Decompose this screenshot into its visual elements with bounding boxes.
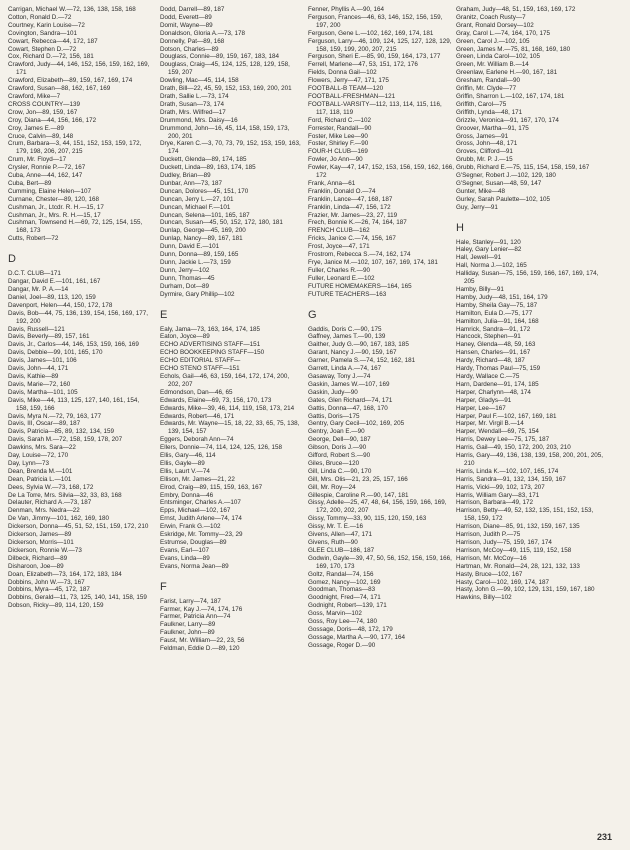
index-entry: Doan, Elizabeth—73, 164, 172, 183, 184 [8,570,122,578]
index-entry: Crawford, Susan—88, 162, 167, 169 [8,85,111,93]
index-entry: Gaddis, Doris C.—90, 175 [308,325,382,333]
index-entry: Grant, Ronald Dorsey—102 [456,21,534,29]
index-entry: Davis, Russell—121 [8,325,65,333]
index-entry: Durham, Dot—89 [160,282,209,290]
index-entry: Dobbins, Myra—45, 172, 187 [8,586,90,594]
index-entry: Gray, Carol L.—74, 164, 170, 175 [456,29,551,37]
index-entry: FOOTBALL-B TEAM—120 [308,85,384,93]
index-entry: Haney, Glenda—48, 59, 163 [456,341,536,349]
index-entry: Ellis, Gary—46, 114 [160,452,216,460]
index-entry: Harper, Gladys—91 [456,396,512,404]
index-entry: Garant, Nancy J.—90, 159, 167 [308,349,397,357]
index-entry: Dawkins, Mrs. Sara—22 [8,444,76,452]
index-entry: Drath, Mrs. Wilfred—17 [160,108,226,116]
index-entry: Franklin, Linda—47, 156, 172 [308,203,391,211]
index-entry: Dotson, Charles—89 [160,45,219,53]
index-entry: Gates, Glen Richard—74, 171 [308,396,393,404]
index-entry: Grubb, Mr. P. J.—15 [456,156,513,164]
index-entry: Davis, Debbie—99, 101, 165, 170 [8,349,103,357]
index-entry: Garrett, Linda A.—74, 167 [308,365,382,373]
index-entry: Ealy, Jama—73, 163, 164, 174, 185 [160,325,260,333]
index-entry: Dunn, Donna—89, 159, 165 [160,251,239,259]
index-entry: Harper, Paul F.—102, 167, 169, 181 [456,412,557,420]
index-entry: Griffin, Mr. Clyde—77 [456,85,517,93]
index-entry: Harris, Linda K.—102, 107, 165, 174 [456,467,559,475]
index-entry: Goss, Roy Lee—74, 180 [308,618,377,626]
index-entry: Gurley, Sarah Paulette—102, 105 [456,195,551,203]
index-entry: Gossage, Martha A.—90, 177, 164 [308,633,405,641]
index-entry: Gossage, Doris—48, 172, 179 [308,625,393,633]
index-entry: Cowart, Stephen D.—72 [8,45,77,53]
index-entry: Evans, Linda—89 [160,554,210,562]
section-letter-heading: H [456,221,464,234]
index-entry: Eggers, Deborah Ann—74 [160,436,234,444]
index-entry: Hamrick, Sandra—91, 172 [456,325,531,333]
index-entry: Cumming, Elaine Helen—107 [8,187,91,195]
index-entry: FOOTBALL-VARSITY—112, 113, 114, 115, 116, 117, 118, 119 [308,100,442,116]
index-entry: Harris, Gary—49, 136, 138, 139, 158, 200, 201, 205, 210 [456,452,604,467]
index-entry: CROSS COUNTRY—139 [8,100,80,108]
index-entry: Hancock, Stephen—91 [456,333,521,341]
index-entry: Curnane, Chester—89, 120, 168 [8,195,100,203]
index-entry: Gossage, Roger D.—90 [308,641,376,649]
index-entry: Gill, Mr. Roy—24 [308,483,356,491]
index-entry: Frech, Bonnie K.—26, 74, 164, 187 [308,219,407,227]
index-entry: Drye, Karen C.—3, 70, 73, 79, 152, 153, 159, 163, 174 [160,140,301,156]
index-entry: Dickerson, Donna—45, 51, 52, 151, 159, 172, 210 [8,523,149,531]
index-entry: Griffin, Sharron L.—102, 167, 174, 181 [456,92,565,100]
index-entry: Ellison, Mr. James—21, 22 [160,475,235,483]
index-entry: Dodd, Everett—89 [160,13,212,21]
index-entry: George, Dell—90, 187 [308,436,371,444]
index-entry: Gattis, Doris—175 [308,412,360,420]
section-letter-heading: E [160,308,168,321]
index-entry: Day, Lynn—73 [8,459,49,467]
index-entry: Croy, James E.—89 [8,124,64,132]
index-entry: Hansen, Charles—91, 167 [456,349,531,357]
index-entry: Drath, Bill—22, 45, 59, 152, 153, 169, 200, 201 [160,85,292,93]
index-entry: Grubb, Richard E.—75, 115, 154, 158, 159, 167 [456,164,590,172]
index-entry: Davis, Bob—44, 75, 136, 139, 154, 156, 169, 177, 192, 200 [8,309,149,325]
index-entry: Douglass, Craig—45, 124, 125, 128, 129, 158, 159, 207 [160,61,290,77]
index-entry: Crow, Jon—89, 159, 167 [8,108,78,116]
index-entry: Edwards, Mr. Wayne—15, 18, 22, 33, 65, 75, 138, 139, 154, 157 [160,420,300,436]
index-entry: Crysler, Ronnie P.—72, 167 [8,164,86,172]
index-entry: Harper, Lee—167 [456,404,506,412]
index-entry: D.C.T. CLUB—171 [8,270,61,278]
index-entry: Griffith, Carol—75 [456,100,507,108]
index-entry: Davis, Patricia—85, 89, 132, 134, 159 [8,428,115,436]
index-entry: Douglass, Connie—89, 159, 167, 183, 184 [160,53,280,61]
index-entry: Harrison, Mr. McCoy—16 [456,554,527,562]
index-entry: Gasaway, Tony J.—74 [308,372,371,380]
index-entry: Frostrom, Rebecca S.—74, 162, 174 [308,251,411,259]
index-entry: Duncan, Selena—101, 165, 187 [160,211,250,219]
index-entry: Crawford, Mike—7 [8,92,61,100]
index-entry: Giles, Bruce—120 [308,459,360,467]
index-entry: Faust, Mr. William—22, 23, 56 [160,637,245,645]
index-entry: Dobbins, John W.—73, 167 [8,578,85,586]
index-entry: Davis, Marie—72, 160 [8,380,71,388]
index-entry: Crum, Barbara—3, 44, 151, 152, 153, 159, 172, 179, 198, 206, 207, 215 [8,140,142,156]
index-entry: Ferrell, Marlene—47, 53, 151, 172, 176 [308,61,418,69]
index-entry: Green, Carol J.—102, 105 [456,37,530,45]
index-column-3 [308,6,454,650]
index-entry: Green, Mr. William B.—14 [456,61,529,69]
index-entry: Cuba, Anne—44, 162, 147 [8,172,83,180]
index-entry: Groover, Martha—91, 175 [456,124,529,132]
index-entry: Dees, Sylvia W.—73, 168, 172 [8,483,94,491]
index-entry: Harrison, Barbara—49, 172 [456,499,534,507]
index-entry: Goss, Marvin—102 [308,610,362,618]
index-entry: Elrod, Craig—89, 115, 159, 163, 167 [160,483,263,491]
index-entry: Godnight, Robert—139, 171 [308,602,387,610]
index-entry: Gissy, Adelle—25, 47, 48, 64, 156, 159, 166, 169, 172, 200, 202, 207 [308,499,447,515]
index-entry: Guy, Jerry—91 [456,203,498,211]
index-entry: Dunbar, Ann—73, 187 [160,179,222,187]
index-entry: Fenner, Phyllis A.—90, 164 [308,6,384,13]
index-entry: Harris, Sandra—91, 132, 134, 159, 167 [456,475,566,483]
index-entry: FUTURE TEACHERS—163 [308,290,387,298]
index-entry: Embry, Donna—46 [160,491,214,499]
index-entry: Gillespie, Caroline R.—90, 147, 181 [308,491,409,499]
index-entry: Fowler, Jo Ann—90 [308,156,363,164]
index-entry: Gross, James—91 [456,132,509,140]
index-entry: FRENCH CLUB—162 [308,227,370,235]
index-entry: ECHO EDITORIAL STAFF— [160,357,241,365]
index-entry: Gaskin, Judy—90 [308,388,358,396]
index-entry: Dunn, David E.—101 [160,243,220,251]
index-entry: Dangar, Mr. P. A.—14 [8,286,69,293]
index-entry: Graham, Judy—48, 51, 159, 163, 169, 172 [456,6,576,13]
index-entry: Ellers, Donnie—74, 114, 124, 125, 126, 158 [160,444,283,452]
index-entry: FOOTBALL-FRESHMAN—121 [308,92,396,100]
index-entry: G'Segner, Susan—48, 59, 147 [456,179,542,187]
index-entry: Davis, Myra N.—72, 79, 163, 177 [8,412,102,420]
index-entry: Disharoon, Joe—89 [8,562,64,570]
index-entry: Carrigan, Michael W.—72, 136, 138, 158, 168 [8,6,136,13]
index-entry: Farmer, Patricia Ann—74 [160,613,231,621]
index-entry: Daniel, Joel—89, 113, 120, 159 [8,293,96,301]
index-entry: Gattis, Donna—47, 168, 170 [308,404,388,412]
index-entry: Givens, Allen—47, 171 [308,531,373,539]
index-entry: Hamilton, Julia—91, 164, 168 [456,317,539,325]
index-entry: Gentry, Joan E.—90 [308,428,365,436]
index-entry: Donnelly, Pat—89, 168 [160,37,225,45]
index-entry: Harrison, Betty—49, 52, 132, 135, 151, 152, 153, 158, 159, 172 [456,507,594,523]
index-entry: Farist, Larry—74, 187 [160,597,221,605]
index-entry: Ferguson, Sheri E.—85, 90, 159, 164, 173, 177 [308,53,441,61]
index-entry: Dickerson, James—89 [8,531,72,539]
index-entry: Duncan, Jerry L.—27, 101 [160,195,234,203]
index-entry: Edmondson, Dan—46, 65 [160,388,233,396]
index-entry: Edwards, Mike—39, 46, 114, 119, 158, 173, 214 [160,404,295,412]
index-entry: Harper, Mr. Virgil B.—14 [456,420,524,428]
index-entry: Flowers, Jerry—47, 171, 175 [308,77,389,85]
index-entry: Feldman, Eddie D.—89, 120 [160,645,240,653]
index-entry: Fields, Donna Gail—102 [308,69,377,77]
index-entry: Gentry, Gary Cecil—102, 169, 205 [308,420,405,428]
index-entry: Denman, Mrs. Nedra—22 [8,507,80,515]
index-entry: Dobson, Ricky—89, 114, 120, 159 [8,602,104,610]
index-entry: Eskridge, Mr. Tommy—23, 29 [160,531,243,539]
index-entry: Dean, Patricia L.—101 [8,475,72,483]
section-letter-heading: G [308,308,317,321]
index-entry: Ferguson, Larry—46, 109, 124, 125, 127, 128, 129, 158, 159, 199, 200, 207, 215 [308,37,452,53]
index-entry: Crawford, Judy—44, 146, 152, 156, 159, 162, 169, 171 [8,61,150,77]
index-entry: Hasty, Bruce—102, 167 [456,570,523,578]
index-entry: Duckett, Glenda—89, 174, 185 [160,156,247,164]
index-entry: Green, Linda Carol—102, 105 [456,53,541,61]
index-entry: Gibson, Doris J.—90 [308,444,367,452]
index-entry: Ernst, Judith Arlene—74, 174 [160,515,242,523]
index-entry: Hasty, Carol—102, 169, 174, 187 [456,578,549,586]
index-entry: Hamby, Billy—91 [456,286,504,293]
index-entry: Greenlaw, Earlene H.—90, 167, 181 [456,69,558,77]
index-entry: Harn, Dardene—91, 174, 185 [456,380,539,388]
index-entry: ECHO ADVERTISING STAFF—151 [160,341,261,349]
index-entry: Faulkner, Larry—89 [160,621,216,629]
index-entry: Ferguson, Frances—46, 63, 146, 152, 156, 159, 197, 200 [308,13,443,29]
index-entry: Davis, III, Oscar—89, 187 [8,420,81,428]
index-entry: Dowling, Mac—45, 114, 158 [160,77,239,85]
index-entry: Davis, Martha—101, 105 [8,388,78,396]
index-entry: Drummond, John—16, 45, 114, 158, 159, 173, 200, 201 [160,124,290,140]
index-column-2 [160,6,302,653]
index-entry: Evans, Norma Jean—89 [160,562,229,570]
index-entry: Cotton, Ronald D.—72 [8,13,72,21]
index-entry: Goodnight, Fred—74, 171 [308,594,381,602]
index-entry: Foster, Mike Lee—90 [308,132,368,140]
index-entry: Frazier, Mr. James—23, 27, 119 [308,211,398,219]
index-entry: Estrumse, Douglas—89 [160,539,227,546]
index-entry: Drummond, Mrs. Daisy—16 [160,116,238,124]
index-entry: Griffith, Lynda—48, 171 [456,108,523,116]
index-entry: De Van, Jimmy—101, 162, 169, 180 [8,515,110,523]
index-entry: Hardy, Richard—48, 187 [456,357,525,365]
index-entry: Harper, Wendall—69, 75, 154 [456,428,539,436]
index-entry: Groves, Clifford—91 [456,148,513,156]
index-entry: Hale, Stanley—91, 120 [456,238,521,246]
index-entry: Gill, Linda C.—90, 170 [308,467,372,475]
index-entry: Fuller, Leonard E.—102 [308,274,375,282]
index-entry: Dunn, Thomas—45 [160,274,215,282]
index-column-4 [456,6,606,602]
index-entry: Dangar, David E.—101, 161, 167 [8,278,101,286]
index-entry: Epps, Michael—102, 167 [160,507,231,515]
index-entry: Gaither, Judy G.—90, 167, 183, 185 [308,341,409,349]
index-entry: Davis, Kathie—89 [8,372,59,380]
index-entry: Dickerson, Ronnie W.—73 [8,546,82,554]
index-entry: Hamby, Judy—48, 151, 164, 179 [456,293,548,301]
index-entry: Eaton, Joyce—89 [160,333,210,341]
index-entry: Cuba, Bert—89 [8,179,52,187]
index-entry: Harrison, Judy—75, 159, 167, 174 [456,539,552,546]
index-entry: Cowart, Rebecca—44, 172, 187 [8,37,98,45]
index-entry: Godwin, Gayle—39, 47, 50, 56, 152, 156, 159, 166, 169, 170, 173 [308,554,452,570]
index-entry: Dunn, Jerry—102 [160,266,210,274]
index-entry: Erwin, Frank G.—102 [160,523,221,531]
index-entry: Gresham, Randall—90 [456,77,521,85]
index-entry: Hall, Jewell—91 [456,254,502,262]
index-entry: Goodman, Thomas—83 [308,586,376,594]
index-entry: Dickerson, Morris—101 [8,539,74,546]
index-entry: Cushman, Jr., Mrs. R. H.—15, 17 [8,211,101,219]
index-entry: Gissy, Tommy—33, 90, 115, 120, 159, 163 [308,515,427,523]
index-entry: Halliday, Susan—75, 156, 159, 166, 167, 169, 174, 205 [456,270,599,286]
index-entry: Hasty, John G.—99, 102, 129, 131, 159, 167, 180 [456,586,595,594]
index-entry: Farmer, Kay J.—74, 174, 176 [160,605,243,613]
section-letter-heading: D [8,253,16,266]
index-entry: GLEE CLUB—186, 187 [308,546,375,554]
index-entry: Drath, Susan—73, 174 [160,100,225,108]
index-entry: Hardy, Thomas Paul—75, 159 [456,365,541,373]
index-entry: Davenport, Helen—44, 150, 172, 178 [8,301,113,309]
page-number: 231 [596,832,612,842]
index-entry: Cruce, Calvin—89, 148 [8,132,74,140]
index-entry: Granitz, Coach Rusty—7 [456,13,526,21]
index-entry: Entsminger, Charles A.—107 [160,499,241,507]
index-entry: Harris, Gail—49, 150, 172, 200, 203, 210 [456,444,571,452]
index-entry: ECHO STENO STAFF—151 [160,365,240,373]
index-entry: G'Segner, Robert J.—102, 129, 180 [456,172,556,180]
index-entry: Crum, Mr. Floyd—17 [8,156,67,164]
index-entry: Dudley, Brian—89 [160,172,211,180]
index-entry: Duckett, Linda—89, 163, 174, 185 [160,164,256,172]
index-entry: Gaskin, James W.—107, 169 [308,380,390,388]
index-entry: Franklin, Lance—47, 168, 187 [308,195,393,203]
index-entry: Harper, Charlynn—48, 174 [456,388,531,396]
index-entry: Gaffney, James T.—90, 139 [308,333,386,341]
index-entry: Harrison, McCoy—49, 115, 119, 152, 158 [456,546,572,554]
index-entry: Edwards, Elaine—69, 73, 156, 170, 173 [160,396,272,404]
index-entry: Davis, Sarah M.—72, 158, 159, 178, 207 [8,436,123,444]
index-entry: ECHO BOOKKEEPING STAFF—150 [160,349,265,357]
index-entry: Foster, Shirley F.—90 [308,140,369,148]
index-entry: Covington, Sandra—101 [8,29,77,37]
index-entry: Davis, Beverly—89, 157, 161 [8,333,90,341]
index-entry: Frost, Joyce—47, 171 [308,243,370,251]
index-entry: Harrison, Diane—85, 91, 132, 159, 167, 135 [456,523,580,531]
index-entry: FOUR-H CLUB—169 [308,148,368,156]
index-entry: Donaldson, Gloria A.—73, 178 [160,29,246,37]
index-entry: Hardy, Wallace C.—75 [456,372,520,380]
index-entry: Harris, Dewey Lee—75, 175, 187 [456,436,550,444]
index-entry: Croy, Diana—44, 156, 166, 172 [8,116,97,124]
index-entry: Garner, Pamela S.—74, 152, 162, 181 [308,357,416,365]
index-entry: Gifford, Robert S.—90 [308,452,371,460]
index-entry: Hall, Norma J.—102, 165 [456,262,527,270]
index-entry: De La Torre, Mrs. Silvia—32, 33, 83, 168 [8,491,122,499]
index-entry: Dunlap, George—45, 169, 200 [160,227,246,235]
index-entry: Dunlap, Nancy—89, 167, 181 [160,235,243,243]
index-entry: Gissy, Mr. T. E.—16 [308,523,364,531]
index-entry: Ellis, Gayle—89 [160,459,205,467]
index-entry: Fuller, Charles R.—90 [308,266,370,274]
index-entry: Green, James M.—75, 81, 168, 169, 180 [456,45,571,53]
index-entry: Davis, James—101, 106 [8,357,77,365]
index-entry: Domit, Wayne—89 [160,21,213,29]
index-entry: Hartman, Mr. Ronald—24, 28, 121, 132, 133 [456,562,580,570]
index-entry: Forrester, Randall—90 [308,124,372,132]
index-entry: Cox, Richard D.—72, 156, 181 [8,53,94,61]
index-entry: Harris, Vicki—99, 102, 173, 207 [456,483,545,491]
index-entry: Drath, Sallie L.—73, 174 [160,92,229,100]
index-entry: Dean, Brenda M.—101 [8,467,73,475]
index-entry: Fricks, Janice C.—74, 156, 167 [308,235,396,243]
index-entry: Courtney, Karin Louise—72 [8,21,85,29]
index-entry: Haley, Gary Lenier—82 [456,246,522,254]
index-entry: Hawkins, Billy—102 [456,594,512,602]
index-entry: Day, Louise—72, 170 [8,452,69,460]
index-entry: Harris, William Gary—83, 171 [456,491,540,499]
index-entry: Duncan, Michael F.—101 [160,203,231,211]
index-entry: Harrison, Judith P.—75 [456,531,521,539]
index-entry: Delauter, Richard A.—73, 187 [8,499,92,507]
index-entry: FUTURE HOMEMAKERS—164, 165 [308,282,412,290]
index-entry: Ellis, Laurt V.—74 [160,467,210,475]
index-entry: Gross, John—48, 171 [456,140,518,148]
section-letter-heading: F [160,580,167,593]
index-entry: Frye, Janice M.—102, 107, 167, 169, 174, 181 [308,259,438,266]
index-entry: Gunter, Mike—48 [456,187,505,195]
index-entry: Dobbins, Gerald—11, 73, 125, 140, 141, 158, 159 [8,594,147,602]
index-entry: Gill, Mrs. Olis—21, 23, 25, 157, 166 [308,475,408,483]
index-entry: Duncan, Susan—45, 50, 152, 172, 180, 181 [160,219,283,227]
index-entry: Hamilton, Eula D.—75, 177 [456,309,533,317]
index-entry: Cushman, Townsend H.—69, 72, 125, 154, 155, 168, 173 [8,219,143,235]
index-entry: Dodd, Darrell—89, 187 [160,6,225,13]
index-entry: Edwards, Robert—46, 171 [160,412,235,420]
index-entry: Goltz, Randal—74, 156 [308,570,374,578]
index-entry: Cutts, Robert—72 [8,235,59,243]
index-entry: Hamby, Sheila Gay—75, 187 [456,301,538,309]
index-entry: Davis, John—44, 171 [8,365,69,373]
index-entry: Evans, Earl—107 [160,546,210,554]
index-entry: Gomez, Nancy—102, 169 [308,578,381,586]
index-entry: Faulkner, John—89 [160,629,215,637]
index-entry: Echols, Gail—46, 63, 159, 164, 172, 174, 200, 202, 207 [160,372,290,388]
index-entry: Franklin, Donald O.—74 [308,187,376,195]
index-entry: Davis, Jr., Carlos—44, 146, 153, 159, 166, 169 [8,341,139,349]
index-entry: Duncan, Dolores—45, 151, 170 [160,187,249,195]
index-column-1 [8,6,150,610]
index-entry: Fowler, Kay—47, 147, 152, 153, 156, 159, 162, 166, 172 [308,164,454,180]
index-entry: Frank, Anna—61 [308,179,356,187]
index-entry: Givens, Ruth—90 [308,539,358,546]
index-entry: Dunn, Jackie L.—73, 159 [160,259,231,266]
index-entry: Crawford, Elizabeth—89, 159, 167, 169, 174 [8,77,133,85]
index-entry: Cushman, Jr., Ltcdr. R. H.—15, 17 [8,203,104,211]
index-entry: Dilbeck, Richard—89 [8,554,68,562]
index-entry: Ford, Richard C.—102 [308,116,371,124]
index-entry: Dyrmire, Gary Phillip—102 [160,290,235,298]
index-entry: Grizzle, Veronica—91, 167, 170, 174 [456,116,559,124]
index-entry: Ferguson, Gene L.—102, 162, 169, 174, 181 [308,29,434,37]
index-entry: Davis, Mike—44, 113, 125, 127, 140, 161, 154, 158, 159, 166 [8,396,140,412]
